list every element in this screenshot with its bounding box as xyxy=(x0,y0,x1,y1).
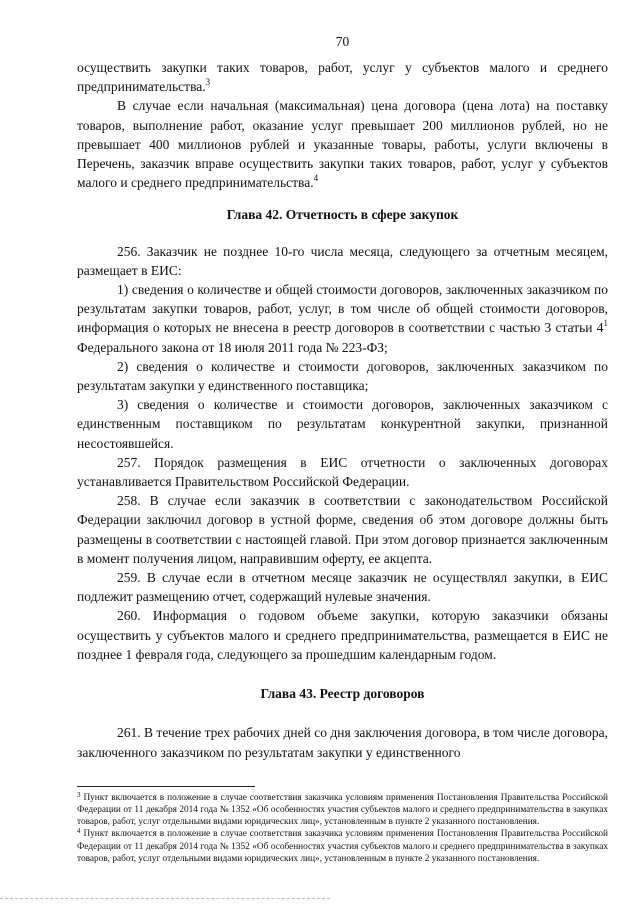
paragraph-256-item-2: 2) сведения о количестве и стоимости договоров, заключенных заказчиком по результатам закупки у единственного поставщика; xyxy=(77,358,608,394)
page-number: 70 xyxy=(335,34,350,49)
chapter-42-heading: Глава 42. Отчетность в сфере закупок xyxy=(226,207,459,223)
footnote-3: $^3$ Пункт включается в положение в случае соответствия заказчика условиям применения Постановления Правительства Российской Федерации от 11 декабря 2014 года № 1352 «Об особенностях участия субъектов малого и среднего предпринимательства в закупках товаров, работ, услуг отдельными видами юридических лиц», установленным в пункте 2 указанного постановления. xyxy=(77,790,608,828)
chapter-43-heading: Глава 43. Реестр договоров xyxy=(260,686,425,702)
article-superscript: 1 xyxy=(603,318,608,329)
paragraph-260: 260. Информация о годовом объеме закупки, которую заказчики обязаны осуществить у субъектов малого и среднего предпринимательства, размещается в ЕИС не позднее 1 февраля года, следующего за прошедшим календарным годом. xyxy=(77,608,608,662)
footnote-mark: 4 xyxy=(77,827,81,836)
footnote-4: $^4$ Пункт включается в положение в случае соответствия заказчика условиям применения Постановления Правительства Российской Федерации от 11 декабря 2014 года № 1352 «Об особенностях участия субъектов малого и среднего предпринимательства в закупках товаров, работ, услуг отдельными видами юридических лиц», установленным в пункте 2 указанного постановления. xyxy=(77,827,608,864)
paragraph-continuation: осуществить закупки таких товаров, работ, услуг у субъектов малого и среднего предпринимательства.$^3$ xyxy=(77,60,608,95)
document-page xyxy=(77,34,608,865)
footnote-ref-4[interactable]: 4 xyxy=(313,173,319,184)
footnote-separator xyxy=(77,786,255,787)
paragraph-257: 257. Порядок размещения в ЕИС отчетности о заключенных договорах устанавливается Правительством Российской Федерации. xyxy=(77,454,608,490)
paragraph-256: 256. Заказчик не позднее 10-го числа месяца, следующего за отчетным месяцем, размещает в ЕИС: xyxy=(77,243,608,278)
scan-artifact-line xyxy=(0,898,330,899)
footnote-ref-3[interactable]: 3 xyxy=(205,77,211,88)
paragraph-price-threshold: В случае если начальная (максимальная) цена договора (цена лота) на поставку товаров, выполнение работ, оказание услуг превышает 200 миллионов рублей, но не превышает 400 миллионов рублей и указанные товары, работы, услуги включены в Перечень, заказчик вправе осуществить закупки таких товаров, работ, услуг у субъектов малого и среднего предпринимательства.$^4$ xyxy=(77,98,608,191)
paragraph-259: 259. В случае если в отчетном месяце заказчик не осуществлял закупки, в ЕИС подлежит размещению отчет, содержащий нулевые значения. xyxy=(77,570,608,605)
paragraph-256-item-3: 3) сведения о количестве и стоимости договоров, заключенных заказчиком с единственным поставщиком по результатам конкурентной закупки, признанной несостоявшейся. xyxy=(77,397,608,451)
paragraph-256-item-1: 1) сведения о количестве и общей стоимости договоров, заключенных заказчиком по результатам закупки товаров, работ, услуг, в том числе об общей стоимости договоров, информация о которых не внесена в реестр договоров в соответствии с частью 3 статьи $4^1$ Федерального закона от 18 июля 2011 года № 223-ФЗ; xyxy=(77,282,608,355)
paragraph-261: 261. В течение трех рабочих дней со дня заключения договора, в том числе договора, заключенного заказчиком по результатам закупки у единственного xyxy=(77,725,608,760)
paragraph-258: 258. В случае если заказчик в соответствии с законодательством Российской Федерации заключил договор в устной форме, сведения об этом договоре должны быть размещены в соответствии с настоящей главой. При этом договор признается заключенным в момент получения лицом, направившим оферту, ее акцепта. xyxy=(77,493,608,566)
footnote-mark: 3 xyxy=(77,790,81,799)
